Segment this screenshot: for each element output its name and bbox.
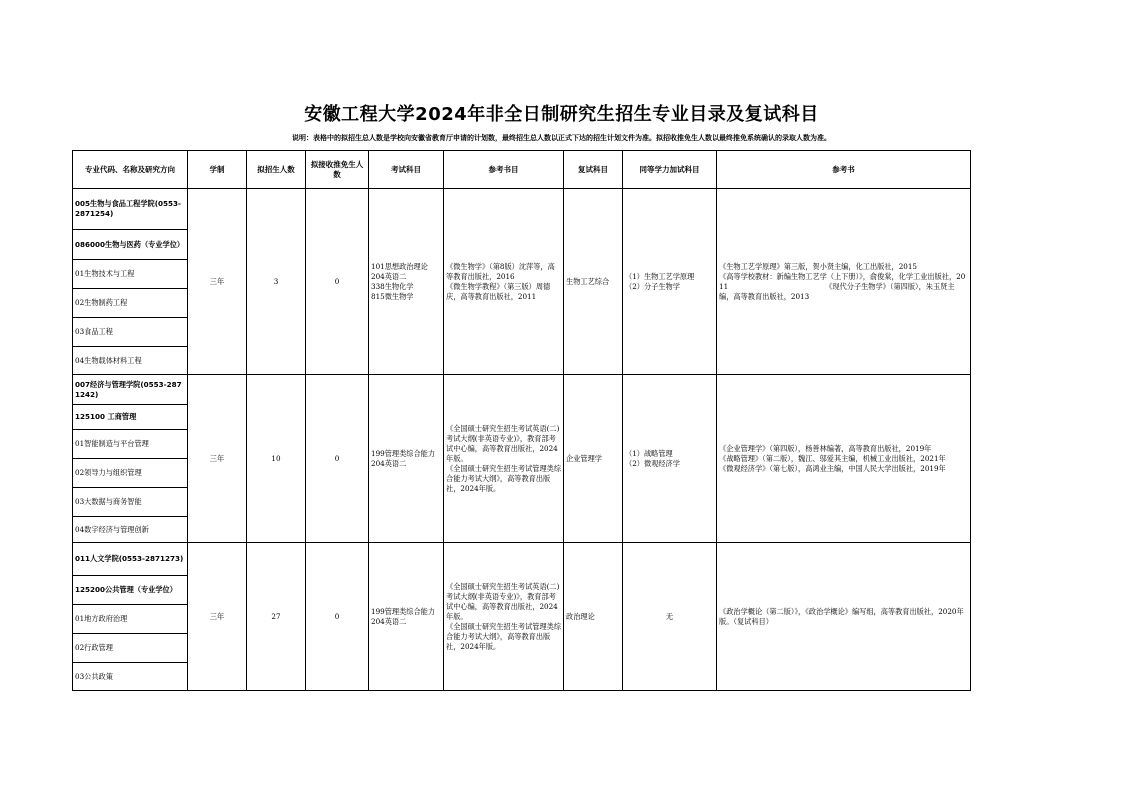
- direction-cell: 04生物载体材料工程: [73, 347, 188, 375]
- refbooks-cell: 《生物工艺学原理》第三版，贺小贤主编，化工出版社，2015 《高等学校教材：新编生物工艺学（上下册）》，俞俊棠，化学工业出版社，2011 《现代分子生物学》（第四版），朱玉贤主编，高等教育出版社，2013: [717, 189, 971, 375]
- direction-cell: 03公共政策: [73, 663, 188, 691]
- header-cell: 复试科目: [564, 151, 623, 189]
- exam-cell: 199管理类综合能力 204英语二: [369, 543, 444, 691]
- direction-cell: 02生物制药工程: [73, 289, 188, 318]
- enroll-cell: 10: [247, 375, 306, 543]
- catalog-table: [72, 150, 971, 691]
- exempt-cell: 0: [306, 543, 369, 691]
- direction-cell: 02领导力与组织管理: [73, 459, 188, 488]
- direction-cell: 01生物技术与工程: [73, 260, 188, 289]
- books-cell: 《全国硕士研究生招生考试英语(二)考试大纲(非英语专业)》，教育部考试中心编，高等教育出版社，2024年版。 《全国硕士研究生招生考试管理类综合能力考试大纲》，高等教育出版社，2024年版。: [444, 375, 564, 543]
- retest-cell: 企业管理学: [564, 375, 623, 543]
- direction-cell: 01智能制造与平台管理: [73, 430, 188, 459]
- extra-cell: （1）战略管理 （2）微观经济学: [623, 375, 717, 543]
- table-row: [73, 189, 971, 230]
- extra-cell: 无: [623, 543, 717, 691]
- exam-cell: 199管理类综合能力 204英语二: [369, 375, 444, 543]
- exempt-cell: 0: [306, 375, 369, 543]
- books-cell: 《全国硕士研究生招生考试英语(二)考试大纲(非英语专业)》，教育部考试中心编，高等教育出版社，2024年版。 《全国硕士研究生招生考试管理类综合能力考试大纲》，高等教育出版社，2024年版。: [444, 543, 564, 691]
- major-cell: 086000生物与医药（专业学位）: [73, 230, 188, 260]
- page-title: 安徽工程大学2024年非全日制研究生招生专业目录及复试科目: [304, 104, 819, 125]
- table-row: [73, 543, 971, 576]
- duration-cell: 三年: [188, 543, 247, 691]
- direction-cell: 02行政管理: [73, 634, 188, 663]
- table-row: [73, 375, 971, 405]
- exam-cell: 101思想政治理论 204英语二 338生物化学 815微生物学: [369, 189, 444, 375]
- header-cell: 考试科目: [369, 151, 444, 189]
- major-cell: 125100 工商管理: [73, 405, 188, 430]
- header-cell: 参考书目: [444, 151, 564, 189]
- header-cell: 拟招生人数: [247, 151, 306, 189]
- major-cell: 125200公共管理（专业学位）: [73, 576, 188, 605]
- header-cell: 专业代码、名称及研究方向: [73, 151, 188, 189]
- dept-cell: 005生物与食品工程学院(0553-2871254): [73, 189, 188, 230]
- direction-cell: 03食品工程: [73, 318, 188, 347]
- enroll-cell: 27: [247, 543, 306, 691]
- exempt-cell: 0: [306, 189, 369, 375]
- page-note: 说明：表格中的拟招生总人数是学校向安徽省教育厅申请的计划数，最终招生总人数以正式下达的招生计划文件为准。拟招收推免生人数以最终推免系统确认的录取人数为准。: [292, 134, 831, 142]
- dept-cell: 011人文学院(0553-2871273): [73, 543, 188, 576]
- duration-cell: 三年: [188, 189, 247, 375]
- direction-cell: 01地方政府治理: [73, 605, 188, 634]
- retest-cell: 生物工艺综合: [564, 189, 623, 375]
- header-cell: 学制: [188, 151, 247, 189]
- extra-cell: （1）生物工艺学原理 （2）分子生物学: [623, 189, 717, 375]
- direction-cell: 04数字经济与管理创新: [73, 517, 188, 543]
- duration-cell: 三年: [188, 375, 247, 543]
- refbooks-cell: 《政治学概论（第二版）》，《政治学概论》编写组，高等教育出版社，2020年版。（复试科目）: [717, 543, 971, 691]
- retest-cell: 政治理论: [564, 543, 623, 691]
- header-row: [73, 151, 971, 189]
- header-cell: 参考书: [717, 151, 971, 189]
- direction-cell: 03大数据与商务智能: [73, 488, 188, 517]
- header-cell: 同等学力加试科目: [623, 151, 717, 189]
- header-cell: 拟接收推免生人数: [306, 151, 369, 189]
- dept-cell: 007经济与管理学院(0553-2871242): [73, 375, 188, 405]
- enroll-cell: 3: [247, 189, 306, 375]
- refbooks-cell: 《企业管理学》（第四版），杨善林编著，高等教育出版社，2019年 《战略管理》（第二版），魏江、邬爱其主编，机械工业出版社，2021年 《微观经济学》（第七版），高鸿业主编，中国人民大学出版社，2019年: [717, 375, 971, 543]
- books-cell: 《微生物学》（第8版）沈萍等，高等教育出版社，2016 《微生物学教程》（第三版）周德庆，高等教育出版社，2011: [444, 189, 564, 375]
